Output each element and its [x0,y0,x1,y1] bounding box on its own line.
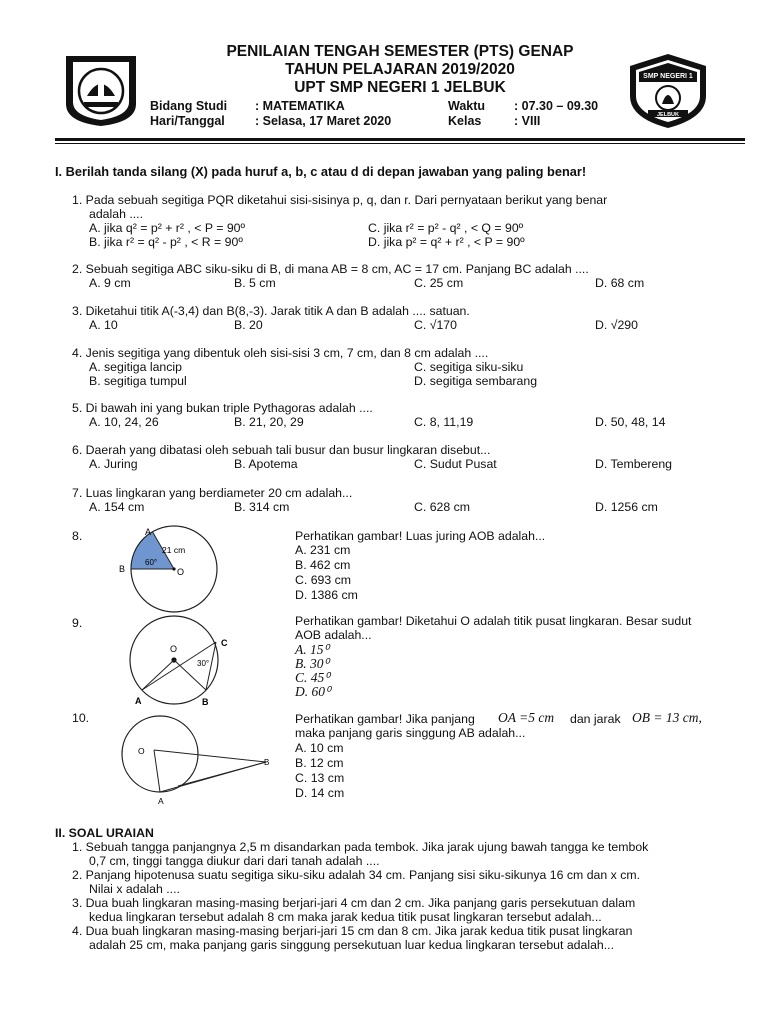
q9-text: Perhatikan gambar! Diketahui O adalah titik pusat lingkaran. Besar sudut [295,614,692,628]
q8-label-a: A [145,527,152,537]
header-rule-thick [55,138,745,141]
q9-label-c: C [221,638,228,648]
q1-text: 1. Pada sebuah segitiga PQR diketahui sisi-sisinya p, q, dan r. Dari pernyataan berikut yang benar [72,193,608,207]
right-logo-bottom-text: JELBUK [656,112,680,118]
q3-option-c: C. √170 [414,318,457,332]
q7-option-d: D. 1256 cm [595,500,658,514]
class-value: : VIII [514,114,541,128]
q2-option-a: A. 9 cm [89,276,131,290]
day-label: Hari/Tanggal [150,114,225,128]
q9-option-d: D. 60⁰ [295,684,331,699]
q5-text: 5. Di bawah ini yang bukan triple Pythagoras adalah .... [72,401,373,415]
q3-text: 3. Diketahui titik A(-3,4) dan B(8,-3). Jarak titik A dan B adalah .... satuan. [72,304,470,318]
q1-option-d: D. jika p² = q² + r² , < P = 90º [368,235,525,249]
q3-option-d: D. √290 [595,318,638,332]
right-logo-text: SMP NEGERI 1 [643,73,693,80]
q10-label-a: A [158,796,164,806]
q5-option-a: A. 10, 24, 26 [89,415,159,429]
q8-option-d: D. 1386 cm [295,588,358,602]
exam-title: PENILAIAN TENGAH SEMESTER (PTS) GENAP [226,43,574,60]
q4-option-c: C. segitiga siku-siku [414,360,524,374]
q10-label-b: B [264,758,270,767]
q10-figure-tangent [118,716,278,806]
day-value: : Selasa, 17 Maret 2020 [255,114,392,128]
q5-option-b: B. 21, 20, 29 [234,415,304,429]
q10-text-pre: Perhatikan gambar! Jika panjang [295,712,475,726]
q6-option-d: D. Tembereng [595,457,673,471]
q4-option-b: B. segitiga tumpul [89,374,187,388]
q8-option-b: B. 462 cm [295,558,351,572]
q9-option-b: B. 30⁰ [295,656,329,671]
q6-text: 6. Daerah yang dibatasi oleh sebuah tali busur dan busur lingkaran disebut... [72,443,491,457]
q2-option-b: B. 5 cm [234,276,276,290]
q5-option-d: D. 50, 48, 14 [595,415,666,429]
q6-option-b: B. Apotema [234,457,298,471]
q10-ob-expression: OB = 13 cm, [632,710,702,725]
subject-value: : MATEMATIKA [255,99,345,113]
q10-oa-expression: OA =5 cm [498,710,555,725]
school-name: UPT SMP NEGERI 1 JELBUK [294,79,506,96]
q10-option-b: B. 12 cm [295,756,344,770]
essay-1-text: 1. Sebuah tangga panjangnya 2,5 m disandarkan pada tembok. Jika jarak ujung bawah tangga ke tembok [72,840,649,854]
essay-3-text-cont: kedua lingkaran tersebut adalah 8 cm maka jarak kedua titik pusat lingkaran tersebut adalah... [89,910,602,924]
q7-text: 7. Luas lingkaran yang berdiameter 20 cm adalah... [72,486,353,500]
q10-text-mid: dan jarak [570,712,621,726]
q10-option-a: A. 10 cm [295,741,344,755]
subject-label: Bidang Studi [150,99,228,113]
header-rule-thin [55,143,745,144]
q10-text-cont: maka panjang garis singgung AB adalah... [295,726,526,740]
time-value: : 07.30 – 09.30 [514,99,599,113]
q8-label-angle: 60° [145,558,158,567]
q8-label-b: B [119,564,126,574]
q2-option-d: D. 68 cm [595,276,645,290]
essay-2-text-cont: Nilai x adalah .... [89,882,180,896]
q10-option-c: C. 13 cm [295,771,345,785]
q9-text-cont: AOB adalah... [295,628,372,642]
q3-option-a: A. 10 [89,318,118,332]
essay-3-text: 3. Dua buah lingkaran masing-masing berjari-jari 4 cm dan 2 cm. Jika panjang garis persekutuan dalam [72,896,636,910]
q9-option-c: C. 45⁰ [295,670,330,685]
essay-1-text-cont: 0,7 cm, tinggi tangga diukur dari dari tanah adalah .... [89,854,380,868]
q8-text: Perhatikan gambar! Luas juring AOB adalah... [295,529,546,543]
q10-label-o: O [138,746,145,756]
q4-text: 4. Jenis segitiga yang dibentuk oleh sisi-sisi 3 cm, 7 cm, dan 8 cm adalah .... [72,346,489,360]
q8-number: 8. [72,529,83,543]
q1-text-cont: adalah .... [89,207,144,221]
q9-label-a: A [135,696,142,706]
essay-4-text-cont: adalah 25 cm, maka panjang garis singgung persekutuan luar kedua lingkaran tersebut adalah... [89,938,615,952]
q8-label-radius: 21 cm [162,545,186,555]
q9-label-angle: 30° [197,659,210,668]
section1-heading: I. Berilah tanda silang (X) pada huruf a, b, c atau d di depan jawaban yang paling benar! [55,164,587,179]
essay-4-text: 4. Dua buah lingkaran masing-masing berjari-jari 15 cm dan 8 cm. Jika jarak kedua titik pusat lingkaran [72,924,633,938]
section2-heading: II. SOAL URAIAN [55,826,154,840]
q10-option-d: D. 14 cm [295,786,345,800]
q8-option-a: A. 231 cm [295,543,351,557]
school-year: TAHUN PELAJARAN 2019/2020 [285,61,515,78]
q8-option-c: C. 693 cm [295,573,352,587]
time-label: Waktu [448,99,486,113]
q4-option-d: D. segitiga sembarang [414,374,538,388]
q1-option-b: B. jika r² = q² - p² , < R = 90º [89,235,243,249]
q6-option-a: A. Juring [89,457,138,471]
q9-option-a: A. 15⁰ [295,642,329,657]
q7-option-b: B. 314 cm [234,500,290,514]
q9-number: 9. [72,616,83,630]
class-label: Kelas [448,114,482,128]
q9-figure-inscribed-angle [118,616,236,708]
q4-option-a: A. segitiga lancip [89,360,182,374]
q2-text: 2. Sebuah segitiga ABC siku-siku di B, di mana AB = 8 cm, AC = 17 cm. Panjang BC adalah .... [72,262,589,276]
q7-option-c: C. 628 cm [414,500,471,514]
q1-option-c: C. jika r² = p² - q² , < Q = 90º [368,221,524,235]
q5-option-c: C. 8, 11,19 [414,415,474,429]
q7-option-a: A. 154 cm [89,500,145,514]
q9-label-o: O [170,644,178,654]
q3-option-b: B. 20 [234,318,263,332]
left-logo-icon [62,52,140,128]
essay-2-text: 2. Panjang hipotenusa suatu segitiga siku-siku adalah 34 cm. Panjang sisi siku-sikunya 16 cm dan x cm. [72,868,641,882]
q1-option-a: A. jika q² = p² + r² , < P = 90º [89,221,245,235]
q2-option-c: C. 25 cm [414,276,464,290]
q10-number: 10. [72,711,90,725]
q8-figure-sector [112,524,222,614]
q6-option-c: C. Sudut Pusat [414,457,497,471]
q8-label-o: O [177,567,185,577]
q9-label-b: B [202,697,209,707]
